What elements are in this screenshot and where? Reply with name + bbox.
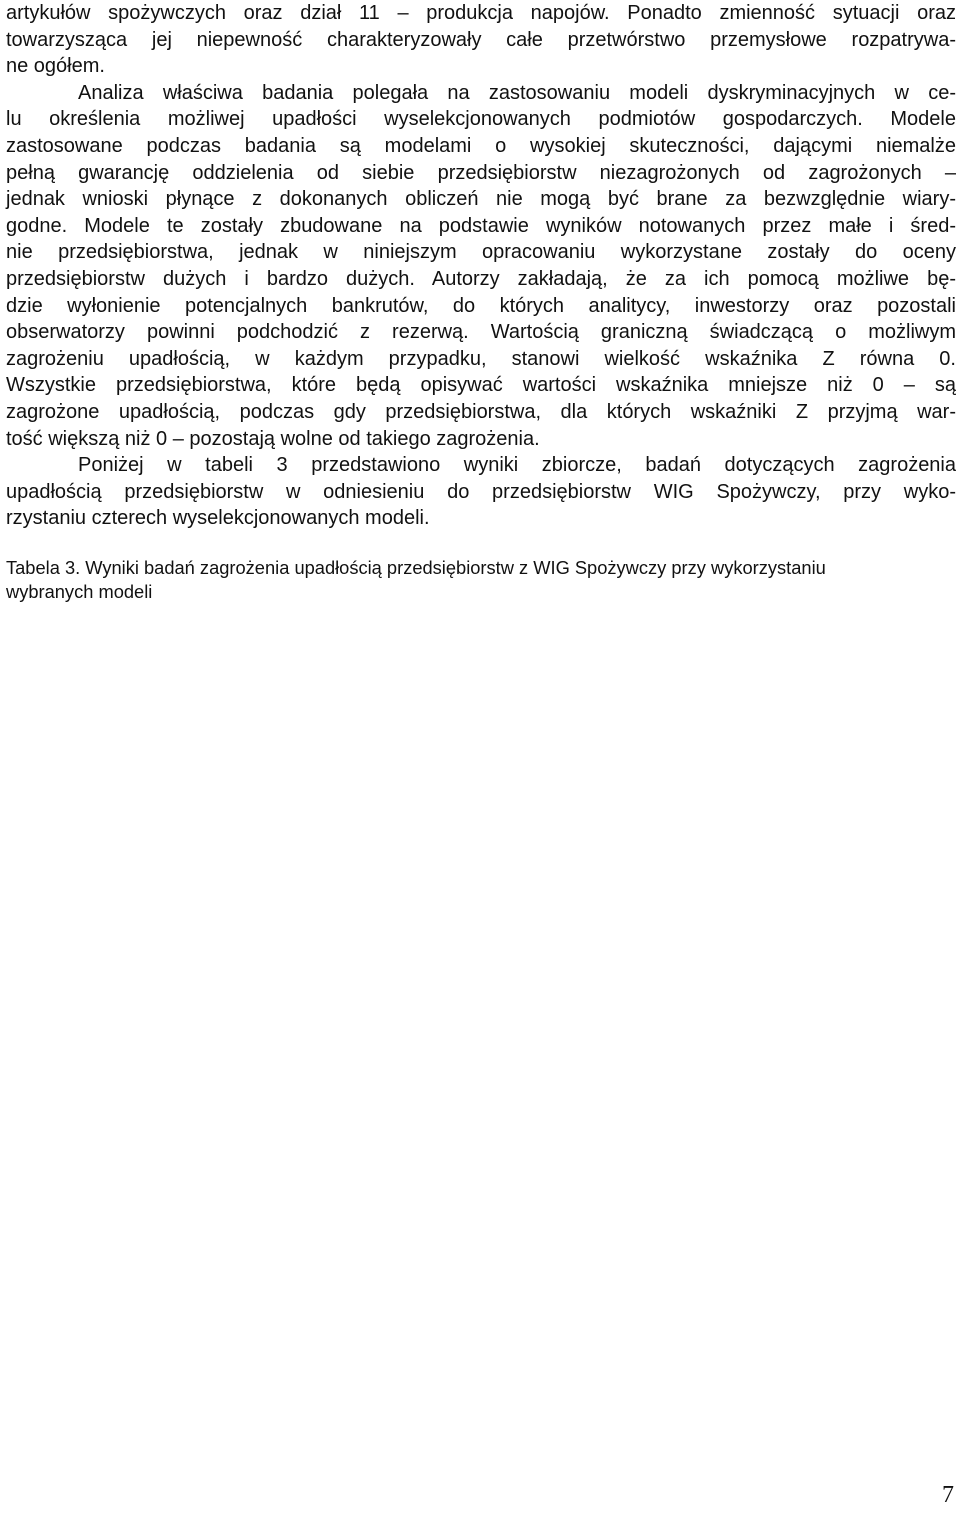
table-intro-paragraph xyxy=(6,452,956,532)
text-line: zagrożone upadłością, podczas gdy przedsiębiorstwa, dla których wskaźniki Z przyjmą war- xyxy=(6,400,956,423)
caption-line: wybranych modeli xyxy=(6,581,153,602)
text-line: przedsiębiorstw dużych i bardzo dużych. Autorzy zakładają, że za ich pomocą możliwe bę- xyxy=(6,267,956,290)
text-line: dzie wyłonienie potencjalnych bankrutów, do których analitycy, inwestorzy oraz pozostali xyxy=(6,294,956,317)
text-line: Analiza właściwa badania polegała na zastosowaniu modeli dyskryminacyjnych w ce- xyxy=(78,81,956,104)
text-line: nie przedsiębiorstwa, jednak w niniejszym opracowaniu wykorzystane zostały do oceny xyxy=(6,241,956,264)
text-line: rzystaniu czterech wyselekcjonowanych modeli. xyxy=(6,507,430,530)
analysis-paragraph xyxy=(6,80,956,452)
text-line: ne ogółem. xyxy=(6,55,105,78)
caption-line: Tabela 3. Wyniki badań zagrożenia upadłością przedsiębiorstw z WIG Spożywczy przy wykorzystaniu xyxy=(6,557,826,578)
text-line: pełną gwarancję oddzielenia od siebie przedsiębiorstw niezagrożonych od zagrożonych – xyxy=(6,161,956,184)
text-line: tość większą niż 0 – pozostają wolne od takiego zagrożenia. xyxy=(6,427,540,450)
text-line: jednak wnioski płynące z dokonanych obliczeń nie mogą być brane za bezwzględnie wiary- xyxy=(6,188,956,211)
text-line: obserwatorzy powinni podchodzić z rezerwą. Wartością graniczną świadczącą o możliwym xyxy=(6,321,956,344)
text-line: godne. Modele te zostały zbudowane na podstawie wyników notowanych przez małe i śred- xyxy=(6,214,956,237)
document-page xyxy=(6,0,956,532)
text-line: towarzysząca jej niepewność charakteryzowały całe przetwórstwo przemysłowe rozpatrywa- xyxy=(6,28,956,51)
page-number: 7 xyxy=(942,1482,954,1508)
text-line: zastosowane podczas badania są modelami o wysokiej skuteczności, dającymi niemalże xyxy=(6,134,956,157)
intro-paragraph xyxy=(6,0,956,80)
text-line: Poniżej w tabeli 3 przedstawiono wyniki zbiorcze, badań dotyczących zagrożenia xyxy=(78,454,956,477)
text-line: lu określenia możliwej upadłości wyselekcjonowanych podmiotów gospodarczych. Modele xyxy=(6,108,956,131)
text-line: artykułów spożywczych oraz dział 11 – produkcja napojów. Ponadto zmienność sytuacji oraz xyxy=(6,2,956,24)
text-line: zagrożeniu upadłością, w każdym przypadku, stanowi wielkość wskaźnika Z równa 0. xyxy=(6,347,956,370)
table-caption xyxy=(6,556,956,604)
text-line: upadłością przedsiębiorstw w odniesieniu do przedsiębiorstw WIG Spożywczy, przy wyko- xyxy=(6,480,956,503)
text-line: Wszystkie przedsiębiorstwa, które będą opisywać wartości wskaźnika mniejsze niż 0 – są xyxy=(6,374,956,397)
